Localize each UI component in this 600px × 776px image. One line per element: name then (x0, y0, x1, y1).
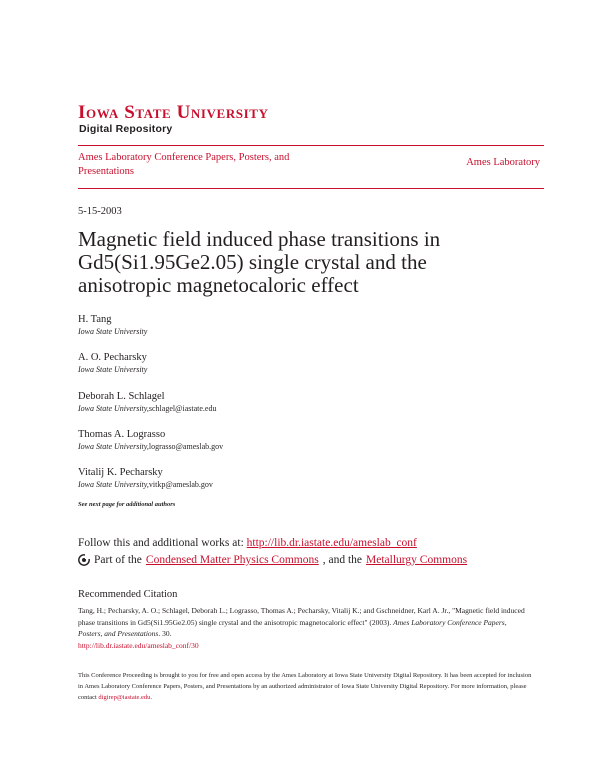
author-affiliation: Iowa State University, (78, 442, 149, 451)
author-affiliation-line (78, 479, 213, 490)
author-name: A. O. Pecharsky (78, 352, 147, 363)
footer-text: This Conference Proceeding is brought to you for free and open access by the Ames Laboratory at Iowa State University Digital Repository. It has been accepted for inclusion in Ames Laboratory Conference Papers, Posters, and Presentations by an authorized administrator of Iowa State University Digital Repository. For more information, please contact (78, 672, 532, 701)
citation-text (78, 605, 528, 651)
university-logo-title: Iowa State University (78, 102, 269, 123)
author-affiliation: Iowa State University (78, 365, 148, 374)
author-email: schlagel@iastate.edu (148, 404, 217, 413)
condensed-matter-commons-link[interactable]: Condensed Matter Physics Commons (145, 554, 319, 566)
author-name: Deborah L. Schlagel (78, 391, 165, 402)
and-text: , and the (322, 554, 363, 566)
open-access-icon (78, 554, 90, 566)
header-divider-bottom (78, 188, 544, 189)
citation-url-link[interactable]: http://lib.dr.iastate.edu/ameslab_conf/30 (78, 640, 199, 650)
part-of-line (78, 554, 467, 566)
author-name: H. Tang (78, 314, 112, 325)
author-email: lograsso@ameslab.gov (148, 442, 224, 451)
author-affiliation-line (78, 441, 223, 452)
part-of-text: Part of the (94, 554, 142, 566)
author-email: vitkp@ameslab.gov (148, 480, 213, 489)
citation-body: Tang, H.; Pecharsky, A. O.; Schlagel, Deborah L.; Lograsso, Thomas A.; Pecharsky, Vitalij K.; and Gschneidner, Karl A. Jr., "Magnetic field induced phase transitions in Gd5(Si1.95Ge2.05) single crystal and the anisotropic magnetocaloric effect" (2003). (78, 606, 525, 627)
header-divider-top (78, 145, 544, 146)
author-affiliation: Iowa State University, (78, 404, 149, 413)
footer-note (78, 670, 533, 703)
follow-text: Follow this and additional works at: (78, 537, 244, 549)
author-block (78, 351, 147, 375)
author-block (78, 390, 216, 414)
collection-link[interactable]: Ames Laboratory Conference Papers, Posters, and Presentations (78, 152, 290, 177)
author-affiliation-line (78, 403, 216, 414)
series-url-link[interactable]: http://lib.dr.iastate.edu/ameslab_conf (246, 537, 417, 549)
see-next-page-note: See next page for additional authors (78, 501, 176, 508)
author-affiliation: Iowa State University (78, 327, 148, 336)
footer-end: . (150, 694, 153, 701)
author-block (78, 428, 223, 452)
citation-venue: Ames Laboratory Conference Papers, Posters, and Presentations (78, 617, 507, 638)
recommended-citation-heading: Recommended Citation (78, 589, 178, 600)
author-block (78, 466, 213, 490)
author-name: Thomas A. Lograsso (78, 429, 166, 440)
citation-number: . 30. (158, 629, 172, 638)
metallurgy-commons-link[interactable]: Metallurgy Commons (366, 554, 468, 566)
repository-logo-subtitle: Digital Repository (79, 123, 173, 135)
publication-date: 5-15-2003 (78, 206, 122, 217)
follow-line (78, 537, 417, 549)
author-block (78, 313, 147, 337)
author-affiliation: Iowa State University, (78, 480, 149, 489)
paper-title: Magnetic field induced phase transitions in Gd5(Si1.95Ge2.05) single crystal and the anisotropic magnetocaloric effect (78, 227, 441, 297)
contact-email-link[interactable]: digirep@iastate.edu (98, 694, 151, 701)
unit-link[interactable]: Ames Laboratory (466, 157, 540, 168)
author-name: Vitalij K. Pecharsky (78, 467, 163, 478)
